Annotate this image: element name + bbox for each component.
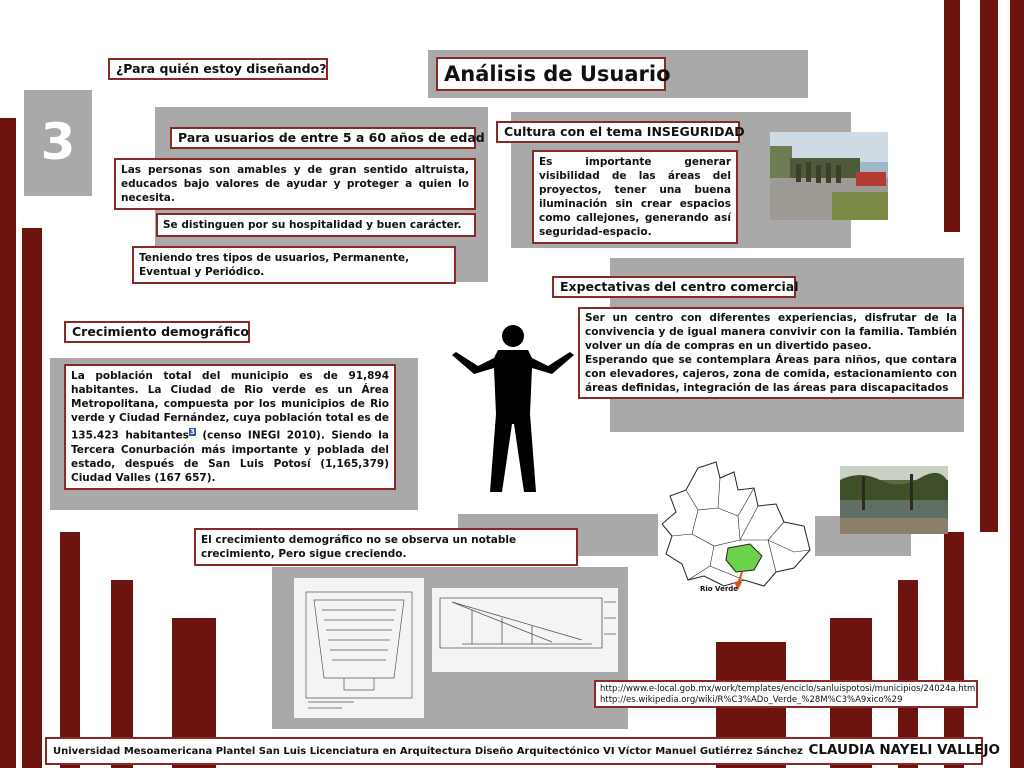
expectations-title: Expectativas del centro comercial xyxy=(552,276,796,298)
reference-link-2[interactable]: http://es.wikipedia.org/wiki/R%C3%ADo_Verde_%28M%C3%A9xico%29 xyxy=(600,695,903,705)
growth-text xyxy=(64,364,396,490)
expectations-text-2: Esperando que se contemplara Áreas para niños, que contara con elevadores, cajeros, zona de comida, estacionamiento con áreas definidas, integración de las áreas para discapacitados xyxy=(585,354,957,394)
decor-bar xyxy=(22,228,42,768)
growth-note: El crecimiento demográfico no se observa un notable crecimiento, Pero sigue creciendo. xyxy=(194,528,578,566)
footer-institution: Universidad Mesoamericana Plantel San Luis Licenciatura en Arquitectura Diseño Arquitectónico VI Víctor Manuel Gutiérrez Sánchez xyxy=(53,746,803,757)
culture-text: Es importante generar visibilidad de las áreas del proyectos, tener una buena iluminación sin crear espacios como callejones, generando así seguridad-espacio. xyxy=(532,150,738,244)
footer-credits xyxy=(45,737,1001,765)
reference-link-1[interactable]: http://www.e-local.gob.mx/work/templates/enciclo/sanluispotosi/municipios/24024a.htm xyxy=(600,684,976,694)
river-photo xyxy=(840,466,948,534)
expectations-text xyxy=(578,307,964,399)
main-title: Análisis de Usuario xyxy=(436,57,666,91)
region-map xyxy=(658,460,812,592)
users-text-2: Se distinguen por su hospitalidad y buen carácter. xyxy=(156,213,476,237)
decor-bar xyxy=(944,532,964,768)
users-title: Para usuarios de entre 5 a 60 años de edad xyxy=(170,127,476,149)
map-label: Rio Verde xyxy=(700,585,739,593)
decor-bar xyxy=(980,0,998,532)
theater-floor-plan xyxy=(294,578,424,718)
decor-bar xyxy=(0,118,16,768)
users-text-1: Las personas son amables y de gran sentido altruista, educados bajo valores de ayudar y proteger a quien lo necesita. xyxy=(114,158,476,210)
decor-bar xyxy=(1010,0,1024,768)
security-photo xyxy=(770,132,888,220)
culture-title: Cultura con el tema INSEGURIDAD xyxy=(496,121,740,143)
growth-text-b: (censo INEGI 2010). Siendo la Tercera Conurbación más importante y poblada del estado, después de San Luis Potosí (1,165,379) Ciudad Valles (167 657). xyxy=(71,429,389,484)
decor-bar xyxy=(944,0,960,232)
footer-author: CLAUDIA NAYELI VALLEJO xyxy=(808,742,1001,758)
growth-title: Crecimiento demográfico xyxy=(64,321,250,343)
page-number: 3 xyxy=(40,113,76,171)
question-heading: ¿Para quién estoy diseñando? xyxy=(108,58,328,80)
users-text-3: Teniendo tres tipos de usuarios, Permanente, Eventual y Periódico. xyxy=(132,246,456,284)
decor-bar xyxy=(60,532,80,768)
references-box xyxy=(594,680,978,708)
growth-text-a: La población total del municipio es de 91,894 habitantes. La Ciudad de Rio verde es un Área Metropolitana, compuesta por los municipios de Rio verde y Ciudad Fernández, cuya población total es de 135.423 habitantes xyxy=(71,370,389,442)
theater-section xyxy=(432,588,618,672)
expectations-text-1: Ser un centro con diferentes experiencias, disfrutar de la convivencia y de igual manera convivir con la familia. También volver un día de compras en un divertido paseo. xyxy=(585,312,957,352)
footnote-link[interactable]: 3 xyxy=(189,428,195,436)
person-silhouette xyxy=(448,322,578,494)
